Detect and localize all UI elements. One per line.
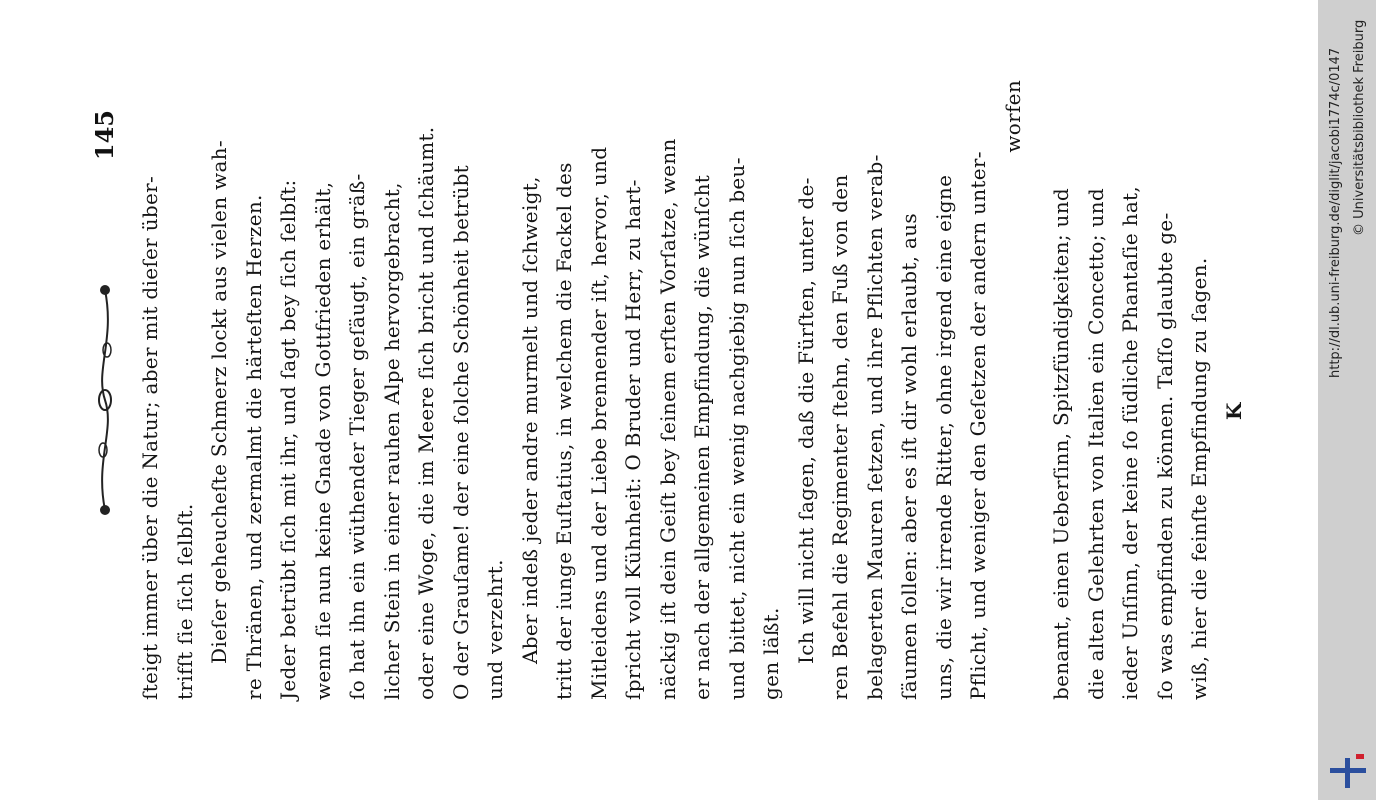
text-line: Aber indeß jeder andre murmelt und ſchweigt, bbox=[517, 176, 542, 664]
text-line: Ich will nicht ſagen, daß die Fürſten, unter de- bbox=[793, 177, 818, 664]
text-line: ſteigt immer über die Natur; aber mit dieſer über- bbox=[138, 175, 162, 700]
text-line: K bbox=[1221, 402, 1246, 420]
text-line: O der Grauſame! der eine ſolche Schönheit betrübt bbox=[448, 164, 473, 700]
text-line: die alten Gelehrten von Italien ein Concetto; und bbox=[1083, 188, 1108, 700]
text-line: Pflicht, und weniger den Geſetzen der andern unter- bbox=[966, 151, 990, 700]
text-line: Dieſer geheucheſte Schmerz lockt aus vielen wah- bbox=[207, 140, 231, 664]
text-line: worfen bbox=[1000, 80, 1025, 153]
ornament-divider-icon bbox=[90, 280, 120, 520]
text-line: Jeder betrübt ſich mit ihr, und ſagt bey ſich ſelbſt: bbox=[276, 179, 300, 700]
text-line: ſo was empfinden zu können. Taſſo glaubte ge- bbox=[1152, 212, 1177, 700]
text-line: ſo hat ihn ein wüthender Tieger geſäugt, ein gräß- bbox=[345, 173, 369, 700]
page-text-block bbox=[90, 80, 1246, 700]
viewer-sidebar bbox=[1318, 0, 1376, 800]
ub-freiburg-logo-icon bbox=[1326, 748, 1370, 792]
text-line: uns, die wir irrende Ritter, ohne irgend eine eigne bbox=[931, 174, 956, 700]
text-line: benamt, einen Ueberſinn, Spitzfündigkeiten; und bbox=[1049, 187, 1073, 700]
source-url[interactable]: http://dl.ub.uni-freiburg.de/diglit/jacobi1774c/0147 bbox=[1328, 47, 1343, 378]
text-line: und verzehrt. bbox=[483, 559, 507, 700]
text-line: näckig iſt dein Geiſt bey ſeinem erſten Vorſatze, wenn bbox=[655, 138, 680, 700]
text-line: Mitleidens und der Liebe brennender iſt, hervor, und bbox=[586, 146, 611, 700]
text-line: tritt der iunge Euſtatius, in welchem die Fackel des bbox=[552, 162, 576, 700]
text-line: ſpricht voll Kühnheit: O Bruder und Herr, zu hart- bbox=[621, 179, 645, 700]
text-line: re Thränen, und zermalmt die härteſten Herzen. bbox=[241, 194, 266, 700]
text-line: ſäumen ſollen: aber es iſt dir wohl erlaubt, aus bbox=[897, 213, 921, 700]
text-line: wenn ſie nun keine Gnade von Gottfrieden erhält, bbox=[310, 181, 335, 700]
text-line: ren Befehl die Regimenter ſtehn, den Fuß von den bbox=[828, 174, 852, 700]
text-line: oder eine Woge, die im Meere ſich bricht und ſchäumt. bbox=[414, 126, 438, 700]
text-line: und bittet, nicht ein wenig nachgiebig nun ſich beu- bbox=[724, 157, 749, 700]
page-header bbox=[90, 100, 126, 700]
text-line: wiß, hier die feinſte Empfindung zu ſagen. bbox=[1187, 257, 1211, 700]
page-number: 145 bbox=[90, 110, 119, 161]
text-line: ieder Unſinn, der keine ſo ſüdliche Phantaſie hat, bbox=[1118, 185, 1142, 700]
text-line: er nach der allgemeinen Empfindung, die wünſcht bbox=[690, 174, 714, 700]
text-line: gen läßt. bbox=[759, 607, 783, 700]
text-line: belagerten Mauren ſetzen, und ihre Pflichten verab- bbox=[862, 154, 887, 700]
copyright-notice: © Universitätsbibliothek Freiburg bbox=[1352, 19, 1367, 236]
text-line: trifſt ſie ſich ſelbſt. bbox=[172, 503, 197, 700]
text-line: licher Stein in einer rauhen Alpe hervorgebracht, bbox=[379, 182, 404, 700]
